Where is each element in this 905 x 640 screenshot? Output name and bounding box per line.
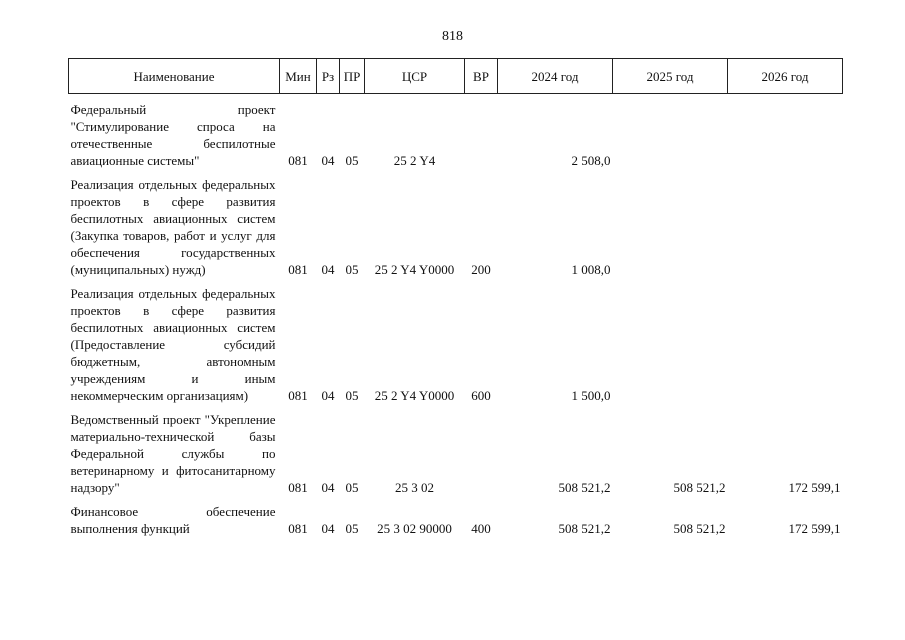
col-header-vr: ВР bbox=[465, 59, 498, 94]
row-amount-2024: 508 521,2 bbox=[558, 480, 611, 495]
table-row bbox=[69, 169, 843, 278]
row-amount-2024: 1 500,0 bbox=[571, 388, 611, 403]
row-rz: 04 bbox=[321, 480, 335, 495]
row-amount-2026: 172 599,1 bbox=[788, 480, 841, 495]
row-csr: 25 3 02 90000 bbox=[377, 521, 452, 536]
row-name: Реализация отдельных федеральных проектов в сфере развития беспилотных авиационных систем (Предоставление субсидий бюджетным, автономным учреждениям и иным некоммерческим организациям) bbox=[70, 286, 276, 403]
page-number: 818 bbox=[442, 29, 463, 44]
row-pr: 05 bbox=[345, 480, 359, 495]
col-header-min: Мин bbox=[280, 59, 317, 94]
row-name: Реализация отдельных федеральных проектов в сфере развития беспилотных авиационных систем (Закупка товаров, работ и услуг для обеспечения государственных (муниципальных) нужд) bbox=[70, 177, 276, 277]
row-csr: 25 2 Y4 Y0000 bbox=[374, 388, 455, 403]
col-header-csr: ЦСР bbox=[365, 59, 465, 94]
row-pr: 05 bbox=[345, 262, 359, 277]
col-header-2026: 2026 год bbox=[728, 59, 843, 94]
row-rz: 04 bbox=[321, 153, 335, 168]
row-amount-2025: 508 521,2 bbox=[673, 480, 726, 495]
row-amount-2024: 2 508,0 bbox=[571, 153, 611, 168]
row-csr: 25 2 Y4 Y0000 bbox=[374, 262, 455, 277]
row-pr: 05 bbox=[345, 521, 359, 536]
row-amount-2026: 172 599,1 bbox=[788, 521, 841, 536]
row-pr: 05 bbox=[345, 153, 359, 168]
row-name: Ведомственный проект "Укрепление материально-технической базы Федеральной службы по ветеринарному и фитосанитарному надзору" bbox=[70, 412, 276, 495]
table-header-row bbox=[69, 59, 843, 94]
budget-table bbox=[68, 58, 843, 537]
row-csr: 25 2 Y4 bbox=[393, 153, 436, 168]
row-min: 081 bbox=[288, 153, 308, 168]
row-amount-2024: 1 008,0 bbox=[571, 262, 611, 277]
row-vr: 400 bbox=[471, 521, 491, 536]
row-rz: 04 bbox=[321, 388, 335, 403]
table-row bbox=[69, 94, 843, 170]
col-header-name: Наименование bbox=[69, 59, 280, 94]
row-pr: 05 bbox=[345, 388, 359, 403]
row-vr bbox=[465, 404, 498, 496]
table-row bbox=[69, 278, 843, 404]
row-amount-2026 bbox=[728, 94, 843, 170]
row-rz: 04 bbox=[321, 262, 335, 277]
row-min: 081 bbox=[288, 262, 308, 277]
row-amount-2025: 508 521,2 bbox=[673, 521, 726, 536]
row-name: Федеральный проект "Стимулирование спроса на отечественные беспилотные авиационные системы" bbox=[70, 102, 276, 168]
row-amount-2026 bbox=[728, 278, 843, 404]
col-header-pr: ПР bbox=[340, 59, 365, 94]
row-vr: 200 bbox=[471, 262, 491, 277]
row-rz: 04 bbox=[321, 521, 335, 536]
table-row bbox=[69, 496, 843, 537]
row-name: Финансовое обеспечение выполнения функций bbox=[70, 504, 276, 536]
row-amount-2025 bbox=[613, 169, 728, 278]
table-row bbox=[69, 404, 843, 496]
row-csr: 25 3 02 bbox=[395, 480, 434, 495]
row-min: 081 bbox=[288, 480, 308, 495]
col-header-2024: 2024 год bbox=[498, 59, 613, 94]
col-header-2025: 2025 год bbox=[613, 59, 728, 94]
row-amount-2025 bbox=[613, 278, 728, 404]
row-amount-2026 bbox=[728, 169, 843, 278]
row-vr bbox=[465, 94, 498, 170]
row-min: 081 bbox=[288, 388, 308, 403]
row-amount-2025 bbox=[613, 94, 728, 170]
row-vr: 600 bbox=[471, 388, 491, 403]
row-amount-2024: 508 521,2 bbox=[558, 521, 611, 536]
row-min: 081 bbox=[288, 521, 308, 536]
col-header-rz: Рз bbox=[317, 59, 340, 94]
